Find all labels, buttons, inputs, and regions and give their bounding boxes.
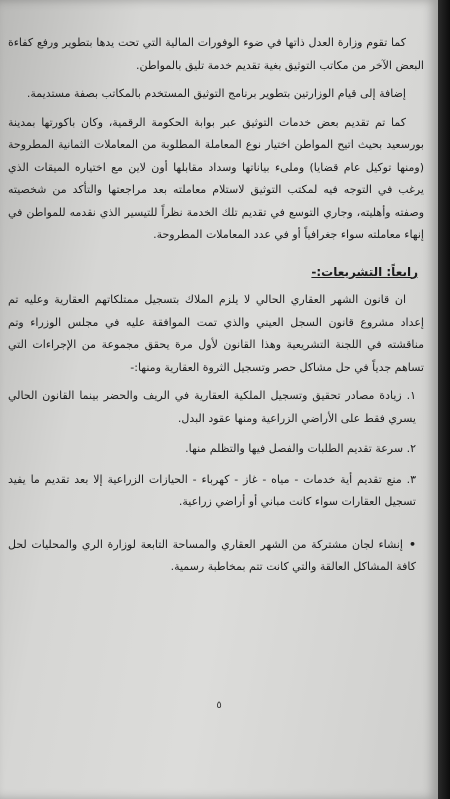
page-number: ٥ [216,700,222,711]
list-item-3: ٣. منع تقديم أية خدمات - مياه - غاز - كهرباء - الحيازات الزراعية إلا بعد تقديم ما يفيد تسجيل العقارات سواء كانت مباني أو أراضي زراعية. [8,472,416,508]
bullet-mark: • [408,537,416,551]
bullet-item-committees [8,534,424,579]
page-edge-shadow [438,0,450,799]
document-body [8,32,424,579]
paragraph-finance: كما تقوم وزارة العدل ذاتها في ضوء الوفورات المالية التي تحت يدها بتطوير ورفع كفاءة البعض الآخر من مكاتب التوثيق بغية تقديم خدمة تليق بالمواطن. [8,36,424,72]
list-item-1: ١. زيادة مصادر تحقيق وتسجيل الملكية العقارية في الريف والحضر بينما القانون الحالي يسري فقط على الأراضي الزراعية ومنها عقود البدل. [8,389,416,425]
section-heading-legislation: رابعاً: التشريعات:- [311,264,418,279]
bullet-text: إنشاء لجان مشتركة من الشهر العقاري والمساحة التابعة لوزارة الري والمحليات لحل كافة المشاكل العالقة والتي كانت تتم بمخاطبة رسمية. [8,537,416,573]
paragraph-digital-services: كما تم تقديم بعض خدمات التوثيق عبر بوابة الحكومة الرقمية، وكان باكورتها بمدينة بورسعيد بحيث اتيح المواطن اختيار نوع المعاملة المطلوبة من المعاملات الثمانية المطروحة (ومنها توكيل عام قضايا) وملىء بياناتها وسداد مقابلها أون لاين مع اختياره الميقات الذي يرغب في التوجه فيه لمكتب التوثيق لاستلام معاملته بعد مراجعتها والتأكد من شخصيته وصفته وأهليته، وجاري التوسع في تقديم تلك الخدمة نظراً للتيسير الذي نقدمه للمواطن في إنهاء معاملته سواء جغرافياً أو في عدد المعاملات المطروحة. [8,115,424,241]
list-item-2: ٢. سرعة تقديم الطلبات والفصل فيها والتظلم منها. [185,442,416,455]
paragraph-law-intro: ان قانون الشهر العقاري الحالي لا يلزم الملاك بتسجيل ممتلكاتهم العقارية وعليه تم إعداد مشروع قانون السجل العيني والذي تمت الموافقة عليه في مجلس الوزراء وتم مناقشته في اللجنة التشريعية وهذا القانون لأول مرة يحقق مجموعة من الإجراءات التي تساهم جدياً في حل مشاكل حصر وتسجيل الثروة العقارية ومنها:- [8,293,424,374]
paragraph-program: إضافة إلى قيام الوزارتين بتطوير برنامج التوثيق المستخدم بالمكاتب بصفة مستديمة. [26,87,406,100]
